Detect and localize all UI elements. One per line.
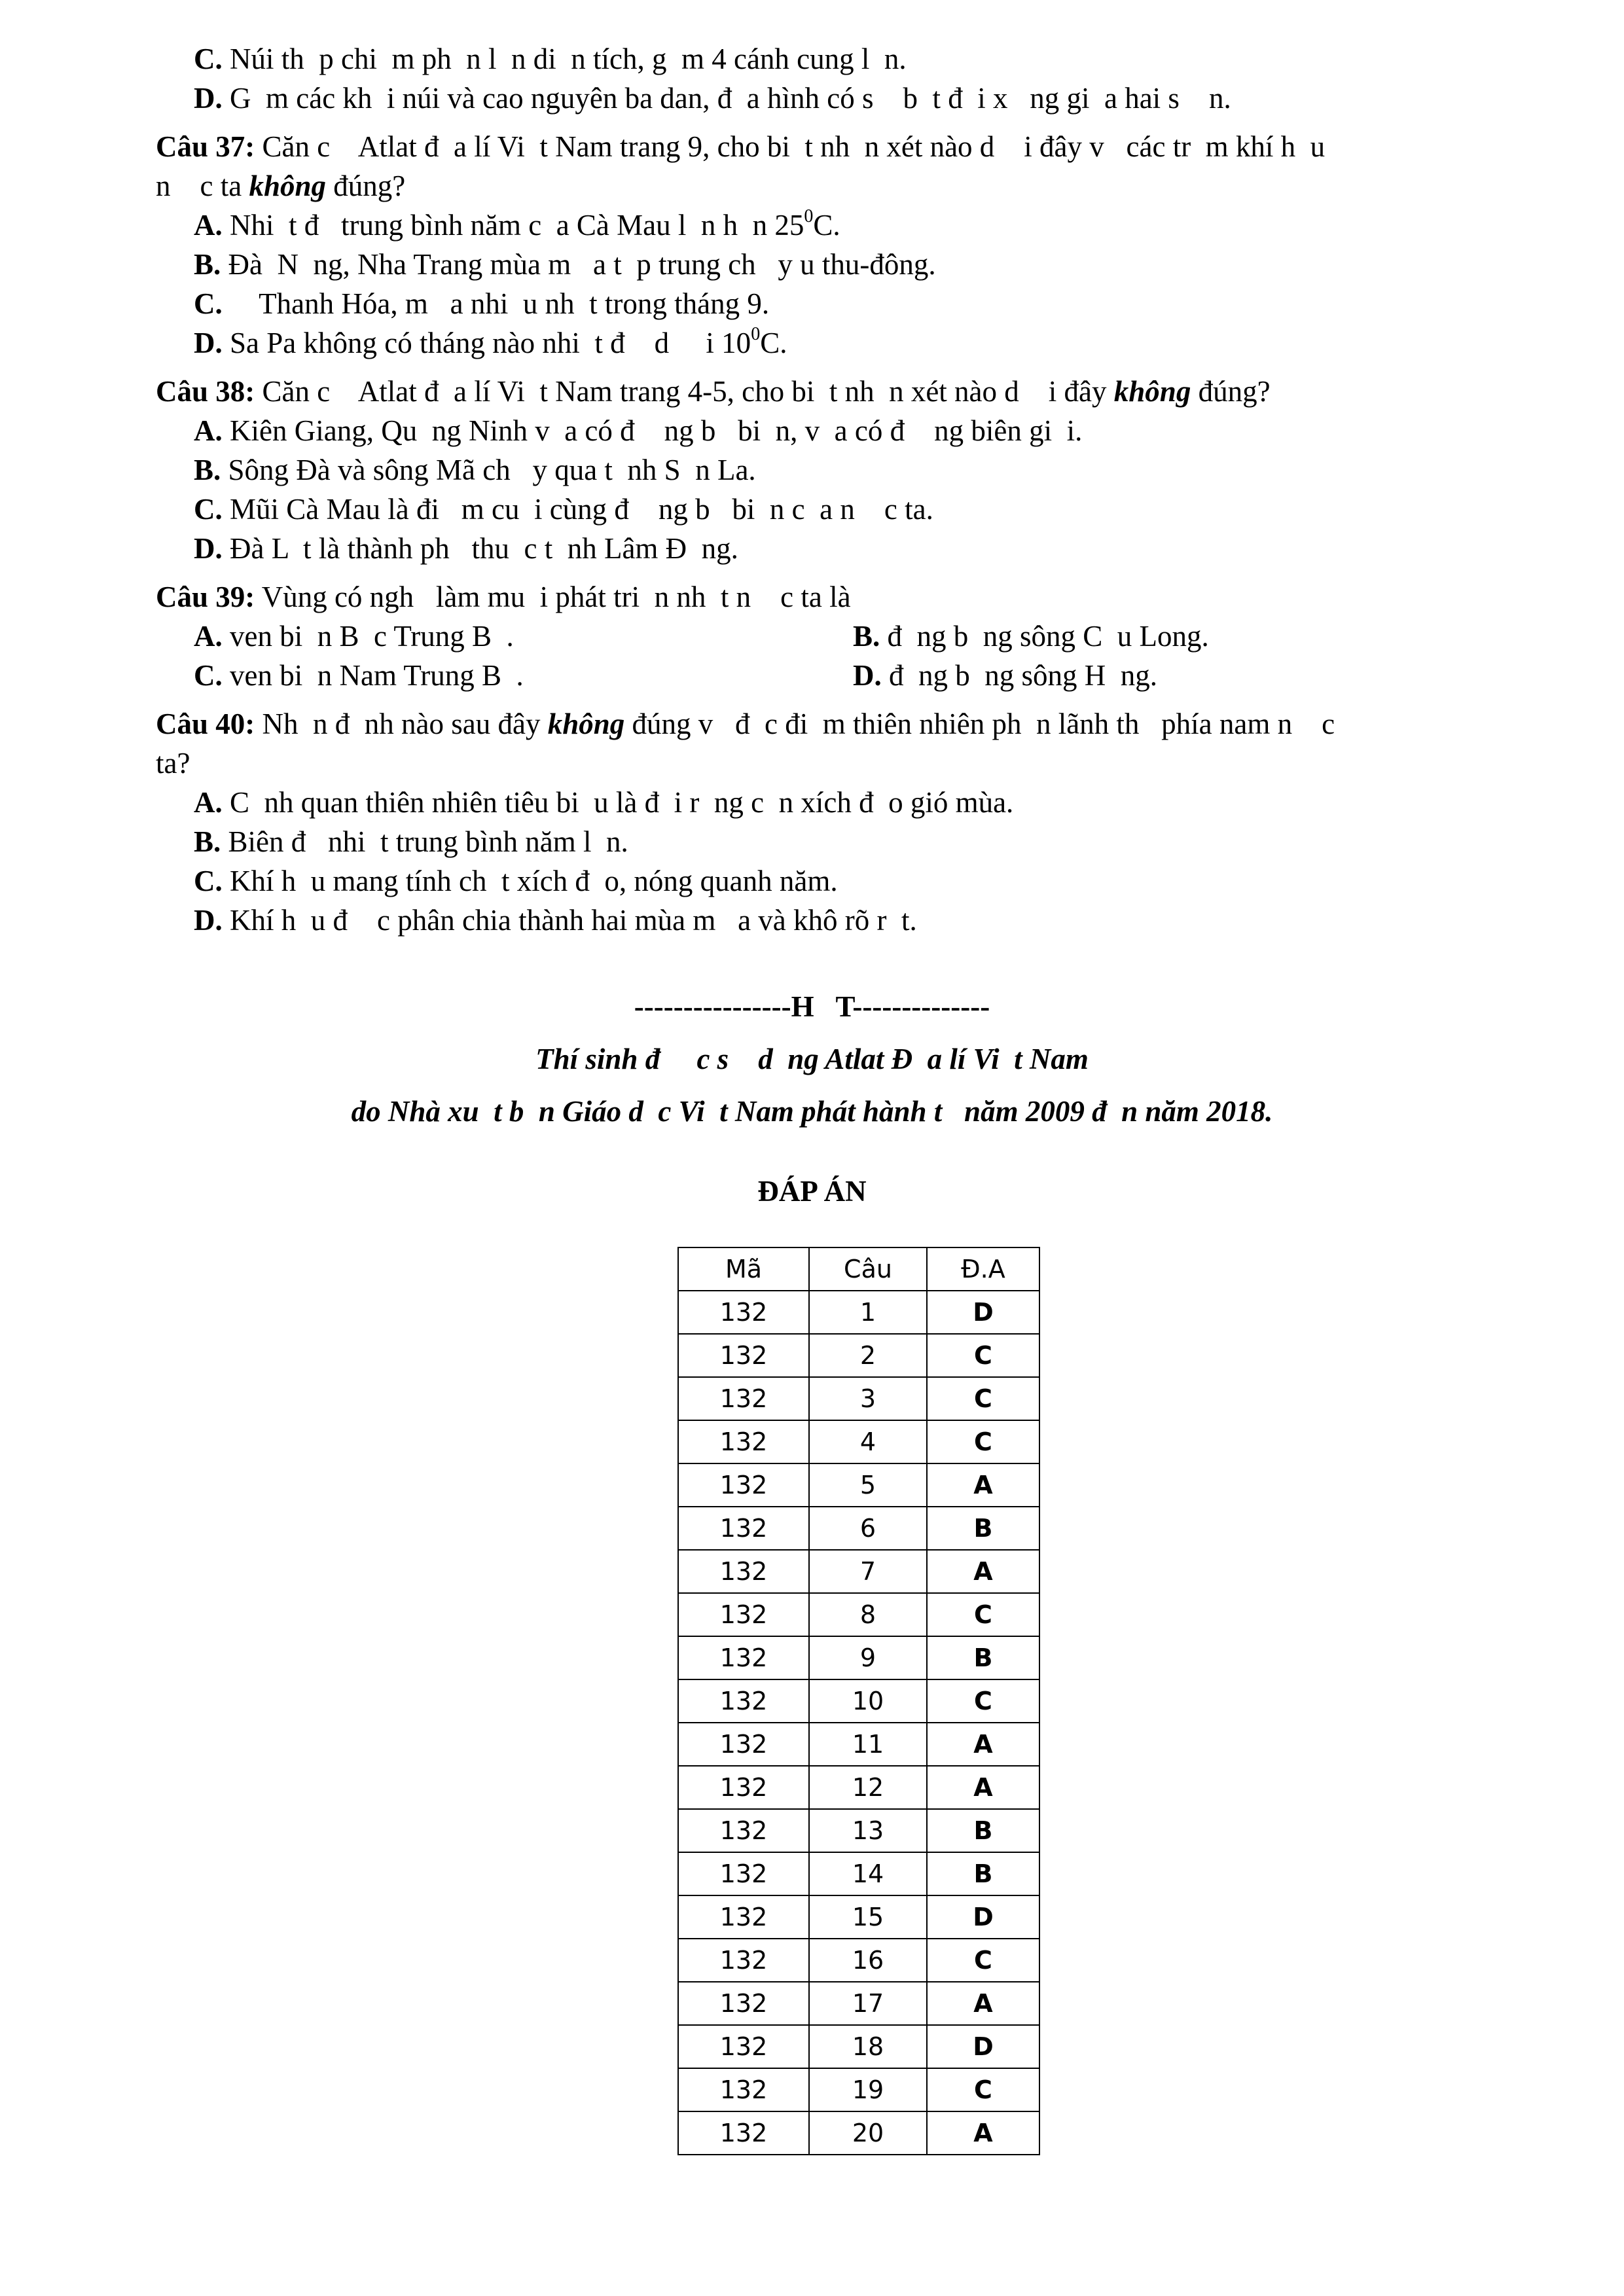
option-label: C.	[194, 865, 223, 897]
superscript: 0	[751, 324, 761, 344]
cell-cau: 20	[809, 2111, 927, 2155]
table-row	[678, 1852, 1039, 1895]
q40-stem-line2	[156, 745, 190, 781]
q40-stem-line1	[156, 706, 1335, 742]
cell-ma: 132	[678, 1334, 809, 1377]
table-row	[678, 1723, 1039, 1766]
q38-option-d	[194, 530, 738, 567]
cell-cau: 7	[809, 1550, 927, 1593]
q39-option-a	[194, 618, 514, 655]
cell-ma: 132	[678, 2111, 809, 2155]
table-row	[678, 2025, 1039, 2068]
cell-cau: 11	[809, 1723, 927, 1766]
answer-key-table	[677, 1247, 1040, 2155]
option-text: Khí h u đ c phân chia thành hai mùa m a và khô rõ r t.	[222, 904, 917, 937]
option-label: D.	[194, 532, 223, 565]
table-row	[678, 1636, 1039, 1679]
cell-cau: 6	[809, 1507, 927, 1550]
cell-cau: 14	[809, 1852, 927, 1895]
cell-ma: 132	[678, 1766, 809, 1809]
question-label: Câu 40:	[156, 708, 255, 740]
cell-dap-an: B	[927, 1852, 1039, 1895]
table-row	[678, 1679, 1039, 1723]
q37-option-d	[194, 325, 787, 361]
option-label: B.	[853, 620, 880, 653]
header-dap-an: Đ.A	[927, 1247, 1039, 1291]
cell-cau: 15	[809, 1895, 927, 1939]
cell-cau: 12	[809, 1766, 927, 1809]
option-text: đ ng b ng sông H ng.	[881, 659, 1158, 692]
cell-dap-an: C	[927, 1377, 1039, 1420]
option-text: ven bi n B c Trung B .	[222, 620, 514, 653]
emphasis-text: không	[1113, 375, 1191, 408]
q40-option-c	[194, 863, 838, 899]
table-row	[678, 1420, 1039, 1463]
cell-ma: 132	[678, 1939, 809, 1982]
q40-option-b	[194, 823, 628, 860]
option-text: Núi th p chi m ph n l n di n tích, g m 4 cánh cung l n.	[222, 43, 907, 75]
cell-cau: 4	[809, 1420, 927, 1463]
cell-dap-an: C	[927, 1593, 1039, 1636]
cell-cau: 17	[809, 1982, 927, 2025]
cell-ma: 132	[678, 1852, 809, 1895]
option-label: C.	[194, 659, 223, 692]
cell-dap-an: A	[927, 1550, 1039, 1593]
cell-dap-an: B	[927, 1636, 1039, 1679]
cell-dap-an: D	[927, 1895, 1039, 1939]
question-text: đúng v đ c đi m thiên nhiên ph n lãnh th phía nam n c	[624, 708, 1335, 740]
cell-cau: 16	[809, 1939, 927, 1982]
option-text: Sa Pa không có tháng nào nhi t đ d i 10	[222, 327, 751, 359]
table-row	[678, 1982, 1039, 2025]
table-row	[678, 1766, 1039, 1809]
option-text: đ ng b ng sông C u Long.	[880, 620, 1209, 653]
cell-dap-an: A	[927, 1723, 1039, 1766]
option-text: C.	[760, 327, 787, 359]
option-text: C nh quan thiên nhiên tiêu bi u là đ i r ng c n xích đ o gió mùa.	[222, 786, 1014, 819]
q39-option-b	[853, 618, 1209, 655]
option-text: C.	[813, 209, 840, 242]
table-row	[678, 1334, 1039, 1377]
table-row	[678, 2111, 1039, 2155]
cell-ma: 132	[678, 2025, 809, 2068]
option-text: Thanh Hóa, m a nhi u nh t trong tháng 9.	[222, 287, 770, 320]
option-label: D.	[194, 904, 223, 937]
question-text: ta?	[156, 747, 190, 780]
cell-cau: 3	[809, 1377, 927, 1420]
q37-stem-line1	[156, 128, 1325, 165]
cell-cau: 8	[809, 1593, 927, 1636]
option-label: D.	[194, 82, 223, 115]
cell-ma: 132	[678, 1636, 809, 1679]
option-label: D.	[853, 659, 882, 692]
q39-option-c	[194, 657, 524, 694]
cell-dap-an: C	[927, 2068, 1039, 2111]
table-row	[678, 1507, 1039, 1550]
q39-option-d	[853, 657, 1157, 694]
q36-option-c	[194, 41, 907, 77]
option-label: A.	[194, 414, 223, 447]
option-text: Kiên Giang, Qu ng Ninh v a có đ ng b bi n, v a có đ ng biên gi i.	[222, 414, 1083, 447]
table-row	[678, 1809, 1039, 1852]
table-row	[678, 1939, 1039, 1982]
cell-ma: 132	[678, 1593, 809, 1636]
cell-ma: 132	[678, 1291, 809, 1334]
option-label: B.	[194, 248, 221, 281]
cell-ma: 132	[678, 1723, 809, 1766]
question-text: Vùng có ngh làm mu i phát tri n nh t n c ta là	[255, 581, 851, 613]
option-label: A.	[194, 620, 223, 653]
cell-dap-an: A	[927, 1463, 1039, 1507]
cell-cau: 19	[809, 2068, 927, 2111]
cell-cau: 9	[809, 1636, 927, 1679]
question-text: n c ta	[156, 170, 249, 202]
q38-stem	[156, 373, 1271, 410]
cell-ma: 132	[678, 1550, 809, 1593]
table-row	[678, 1463, 1039, 1507]
cell-dap-an: C	[927, 1939, 1039, 1982]
q40-option-a	[194, 784, 1013, 821]
question-label: Câu 38:	[156, 375, 255, 408]
cell-cau: 13	[809, 1809, 927, 1852]
table-row	[678, 1377, 1039, 1420]
emphasis-text: không	[547, 708, 625, 740]
end-marker: ----------------H T--------------	[634, 990, 990, 1023]
table-row	[678, 2068, 1039, 2111]
cell-ma: 132	[678, 1895, 809, 1939]
answer-table-header	[678, 1247, 1039, 1291]
answer-table-body	[678, 1291, 1039, 2155]
q36-option-d	[194, 80, 1231, 117]
option-label: B.	[194, 825, 221, 858]
cell-dap-an: A	[927, 1766, 1039, 1809]
cell-dap-an: B	[927, 1507, 1039, 1550]
table-row	[678, 1550, 1039, 1593]
cell-cau: 1	[809, 1291, 927, 1334]
table-row	[678, 1291, 1039, 1334]
q37-option-b	[194, 246, 936, 283]
table-row	[678, 1895, 1039, 1939]
cell-cau: 2	[809, 1334, 927, 1377]
cell-dap-an: D	[927, 1291, 1039, 1334]
cell-cau: 5	[809, 1463, 927, 1507]
cell-cau: 10	[809, 1679, 927, 1723]
option-text: Biên đ nhi t trung bình năm l n.	[221, 825, 628, 858]
q40-option-d	[194, 902, 917, 939]
cell-ma: 132	[678, 1420, 809, 1463]
q38-option-c	[194, 491, 933, 528]
question-label: Câu 39:	[156, 581, 255, 613]
option-text: Sông Đà và sông Mã ch y qua t nh S n La.	[221, 454, 756, 486]
option-label: C.	[194, 493, 223, 526]
option-label: B.	[194, 454, 221, 486]
cell-dap-an: C	[927, 1420, 1039, 1463]
q38-option-b	[194, 452, 756, 488]
option-text: Mũi Cà Mau là đi m cu i cùng đ ng b bi n c a n c ta.	[222, 493, 933, 526]
option-text: Đà N ng, Nha Trang mùa m a t p trung ch y u thu-đông.	[221, 248, 936, 281]
cell-dap-an: A	[927, 2111, 1039, 2155]
header-ma: Mã	[678, 1247, 809, 1291]
q38-option-a	[194, 412, 1082, 449]
option-label: A.	[194, 209, 223, 242]
cell-ma: 132	[678, 1982, 809, 2025]
cell-dap-an: C	[927, 1334, 1039, 1377]
question-text: đúng?	[1191, 375, 1271, 408]
table-row	[678, 1593, 1039, 1636]
option-text: Nhi t đ trung bình năm c a Cà Mau l n h n 25	[222, 209, 804, 242]
cell-dap-an: D	[927, 2025, 1039, 2068]
header-cau: Câu	[809, 1247, 927, 1291]
option-label: C.	[194, 43, 223, 75]
cell-dap-an: A	[927, 1982, 1039, 2025]
cell-cau: 18	[809, 2025, 927, 2068]
atlas-note-line1: Thí sinh đ c s d ng Atlat Đ a lí Vi t Nam	[535, 1043, 1089, 1075]
option-text: ven bi n Nam Trung B .	[222, 659, 524, 692]
cell-dap-an: B	[927, 1809, 1039, 1852]
option-label: C.	[194, 287, 223, 320]
option-text: Khí h u mang tính ch t xích đ o, nóng quanh năm.	[222, 865, 838, 897]
emphasis-text: không	[249, 170, 327, 202]
question-text: Nh n đ nh nào sau đây	[255, 708, 548, 740]
superscript: 0	[804, 206, 814, 226]
cell-ma: 132	[678, 1377, 809, 1420]
question-text: Căn c Atlat đ a lí Vi t Nam trang 9, cho bi t nh n xét nào d i đây v các tr m khí h u	[255, 130, 1326, 163]
question-text: Căn c Atlat đ a lí Vi t Nam trang 4-5, cho bi t nh n xét nào d i đây	[255, 375, 1114, 408]
atlas-note-line2: do Nhà xu t b n Giáo d c Vi t Nam phát hành t năm 2009 đ n năm 2018.	[351, 1095, 1273, 1128]
question-label: Câu 37:	[156, 130, 255, 163]
option-text: Đà L t là thành ph thu c t nh Lâm Đ ng.	[222, 532, 738, 565]
option-text: G m các kh i núi và cao nguyên ba dan, đ a hình có s b t đ i x ng gi a hai s n.	[222, 82, 1231, 115]
question-text: đúng?	[326, 170, 406, 202]
cell-ma: 132	[678, 1463, 809, 1507]
cell-dap-an: C	[927, 1679, 1039, 1723]
cell-ma: 132	[678, 1809, 809, 1852]
q37-option-a	[194, 207, 840, 243]
q37-stem-line2	[156, 168, 405, 204]
q39-stem	[156, 579, 851, 615]
cell-ma: 132	[678, 1507, 809, 1550]
option-label: A.	[194, 786, 223, 819]
answer-key-title: ĐÁP ÁN	[757, 1175, 867, 1208]
cell-ma: 132	[678, 2068, 809, 2111]
q37-option-c	[194, 285, 769, 322]
cell-ma: 132	[678, 1679, 809, 1723]
option-label: D.	[194, 327, 223, 359]
